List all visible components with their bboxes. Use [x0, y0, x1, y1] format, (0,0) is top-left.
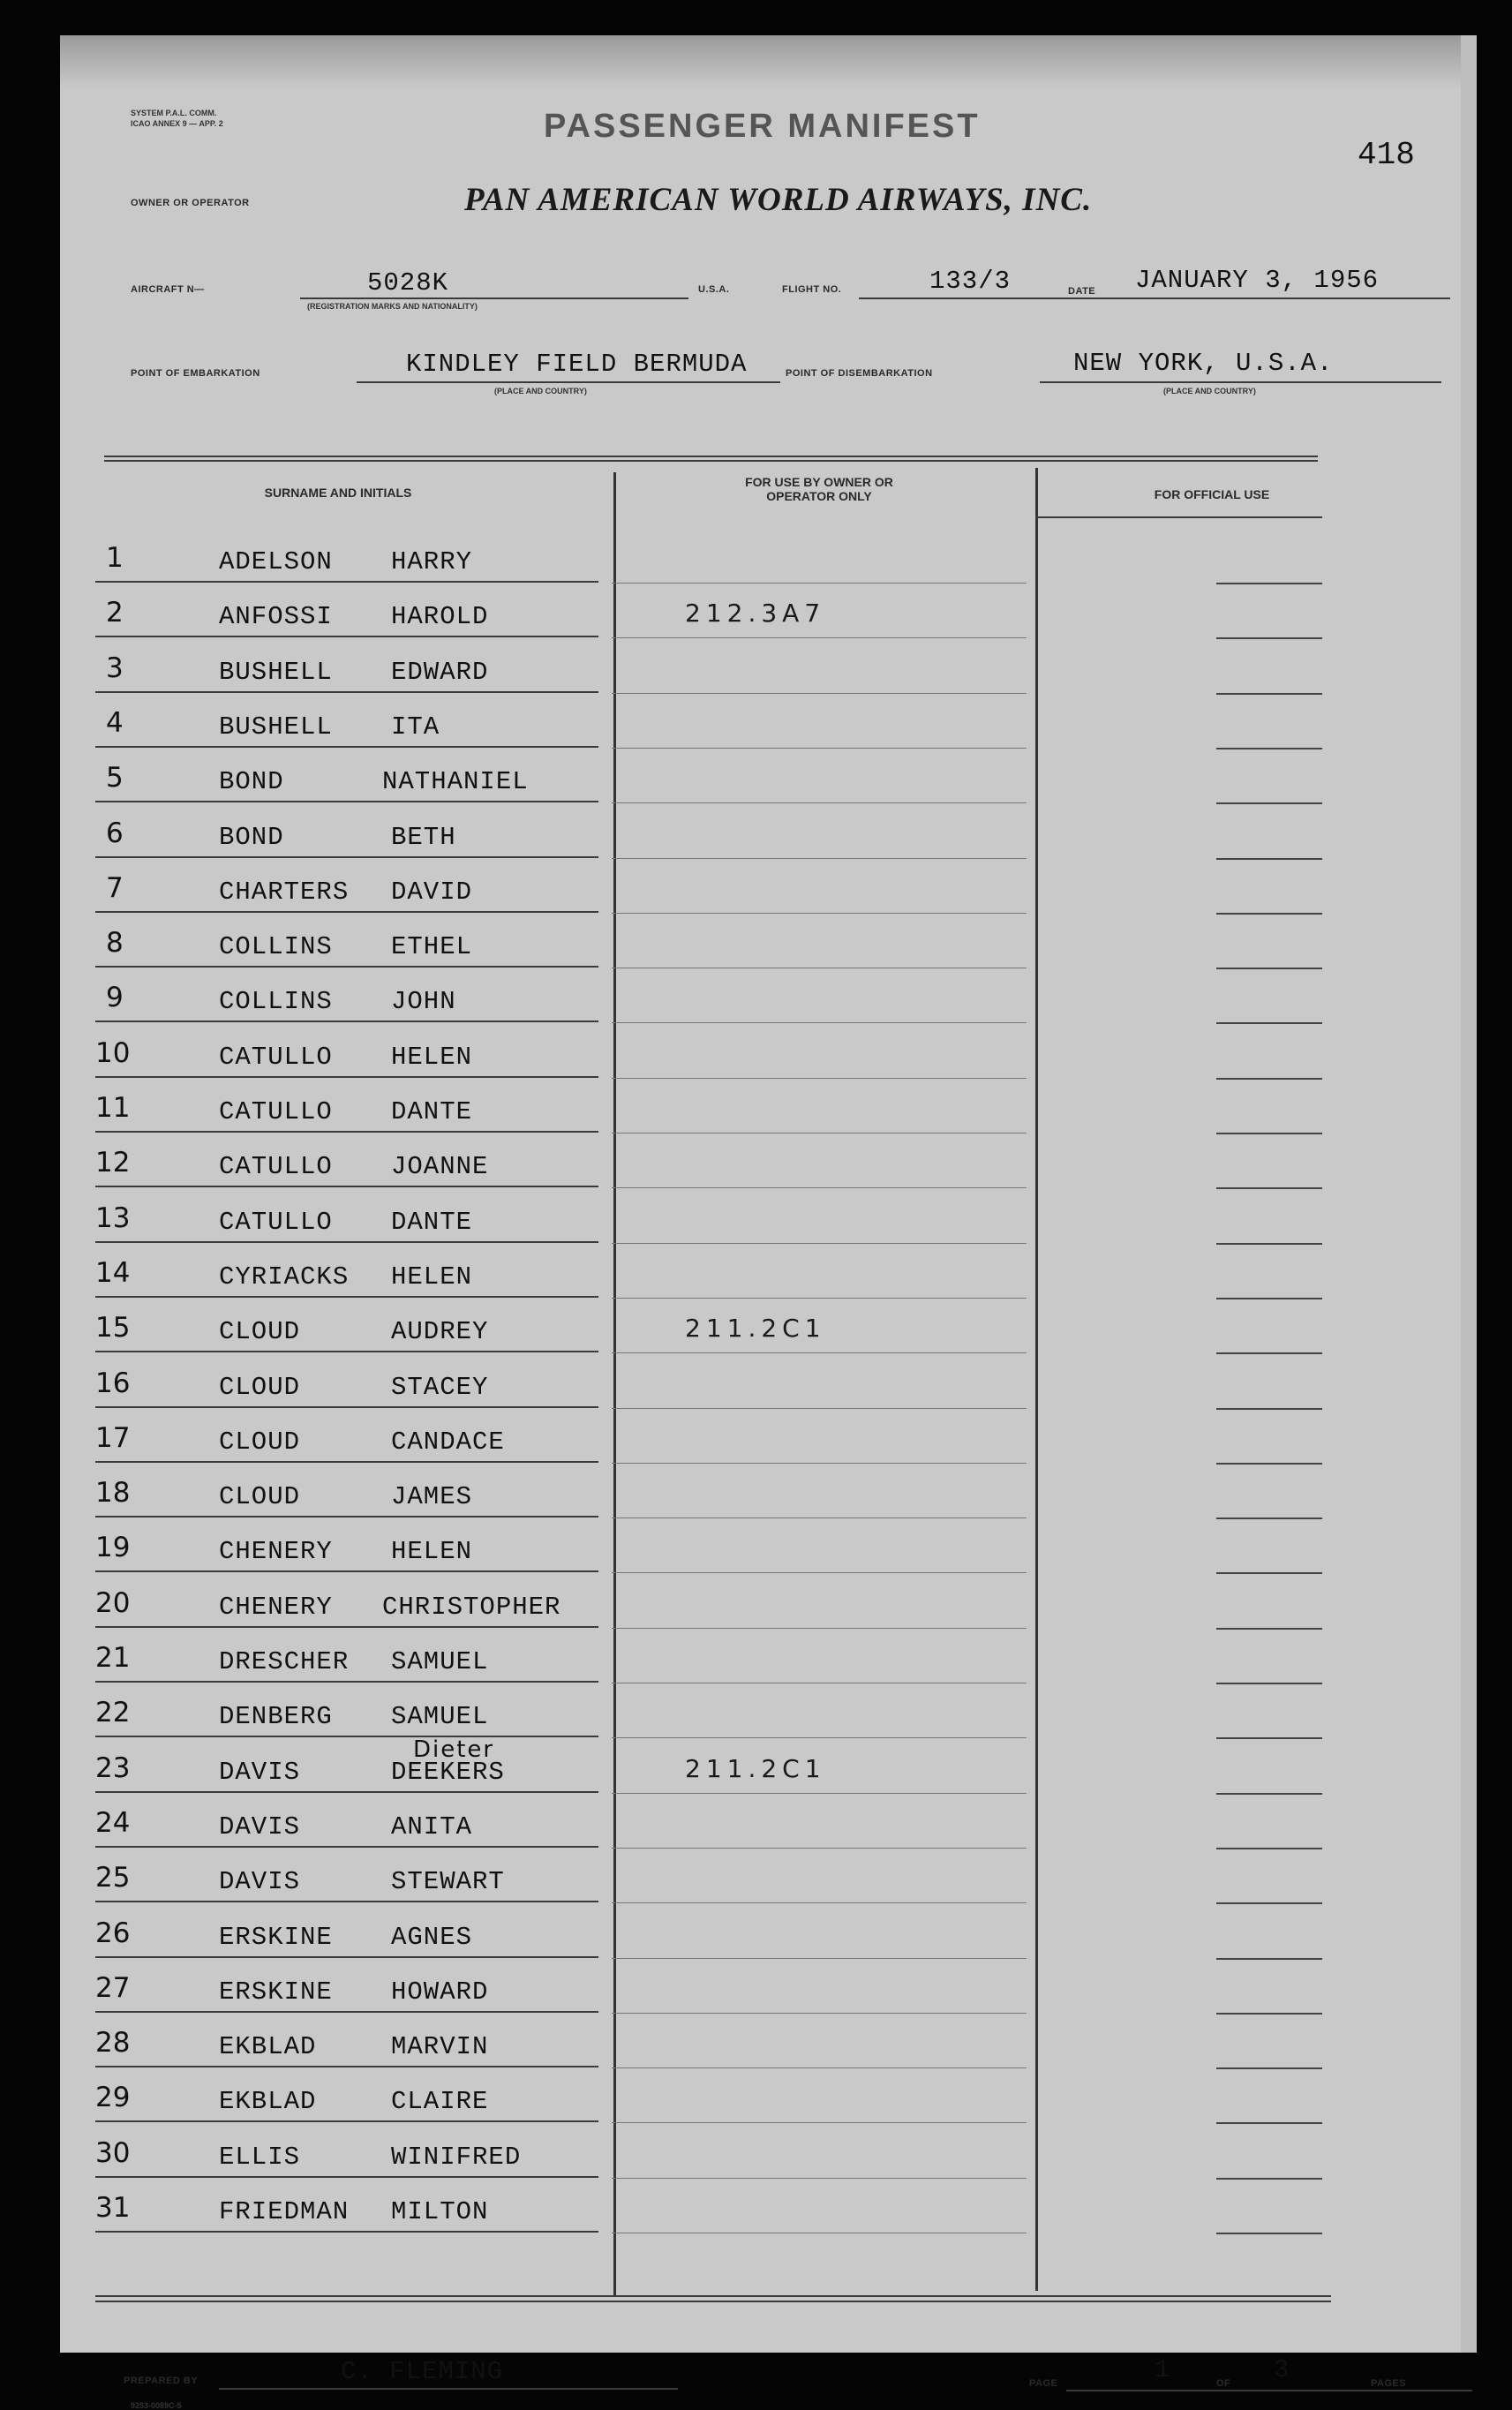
column-header-owner: FOR USE BY OWNER OR OPERATOR ONLY [745, 475, 893, 503]
passenger-given-name: HARRY [391, 547, 473, 576]
passenger-given-name: HELEN [391, 1537, 473, 1566]
passenger-surname: BOND [219, 823, 284, 852]
official-row-rule [1216, 2013, 1322, 2015]
document-title: PASSENGER MANIFEST [544, 108, 981, 145]
passenger-surname: CATULLO [219, 1043, 333, 1072]
official-row-rule [1216, 1737, 1322, 1739]
row-underline [95, 1570, 598, 1572]
date-label: DATE [1068, 286, 1096, 297]
owner-row-rule [612, 1572, 1027, 1573]
owner-row-rule [612, 1078, 1027, 1079]
passenger-surname: CHENERY [219, 1537, 333, 1566]
row-underline [95, 2231, 598, 2233]
total-pages: 3 [1274, 2355, 1290, 2384]
passenger-surname: DAVIS [219, 1867, 301, 1896]
page-label: PAGE [1029, 2378, 1058, 2389]
row-number: 16 [95, 1367, 131, 1399]
official-row-rule [1216, 1793, 1322, 1795]
owner-row-rule [612, 1352, 1027, 1353]
table-top-rule [104, 456, 1318, 457]
row-number: 20 [95, 1587, 131, 1619]
passenger-surname: CATULLO [219, 1152, 333, 1181]
passenger-given-name: DEEKERS [391, 1758, 505, 1787]
passenger-given-name: BETH [391, 823, 456, 852]
owner-row-rule [612, 2178, 1027, 2179]
passenger-given-name: CLAIRE [391, 2087, 489, 2116]
passenger-surname: BUSHELL [219, 658, 333, 687]
passenger-surname: DAVIS [219, 1812, 301, 1841]
owner-row-rule [612, 1408, 1027, 1409]
row-number: 11 [95, 1092, 131, 1124]
passenger-given-name: HAROLD [391, 602, 489, 631]
column-header-official: FOR OFFICIAL USE [1154, 487, 1270, 501]
official-row-rule [1216, 1078, 1322, 1080]
aircraft-label: AIRCRAFT N— [131, 284, 205, 295]
prepared-by-underline [219, 2388, 678, 2390]
passenger-given-name: JAMES [391, 1482, 473, 1511]
row-underline [95, 1076, 598, 1078]
embarkation-underline [357, 381, 780, 383]
official-row-rule [1216, 693, 1322, 695]
official-row-rule [1216, 1958, 1322, 1960]
usa-label: U.S.A. [698, 284, 730, 295]
passenger-surname: CLOUD [219, 1482, 301, 1511]
owner-note: 212.3A7 [685, 599, 826, 628]
table-bottom-rule-2 [95, 2301, 1331, 2302]
owner-row-rule [612, 913, 1027, 914]
passenger-surname: EKBLAD [219, 2032, 317, 2061]
embarkation-sublabel: (PLACE AND COUNTRY) [494, 387, 587, 395]
passenger-given-name: STACEY [391, 1373, 489, 1402]
page-top-edge [60, 35, 1477, 88]
row-underline [95, 1736, 598, 1737]
row-underline [95, 581, 598, 583]
passenger-given-name: SAMUEL [391, 1647, 489, 1676]
passenger-surname: CYRIACKS [219, 1262, 350, 1292]
column-divider-1 [613, 472, 616, 2295]
official-row-rule [1216, 2233, 1322, 2234]
owner-row-rule [612, 1628, 1027, 1629]
passenger-surname: COLLINS [219, 932, 333, 961]
row-underline [95, 911, 598, 913]
official-row-rule [1216, 583, 1322, 584]
row-number: 25 [95, 1862, 131, 1894]
official-row-rule [1216, 637, 1322, 639]
official-row-rule [1216, 1628, 1322, 1630]
passenger-given-name: DAVID [391, 877, 473, 907]
official-row-rule [1216, 1133, 1322, 1134]
disembarkation-sublabel: (PLACE AND COUNTRY) [1163, 387, 1256, 395]
row-number: 3 [106, 652, 124, 684]
official-row-rule [1216, 2067, 1322, 2069]
passenger-given-name: ITA [391, 712, 440, 742]
passenger-surname: CATULLO [219, 1097, 333, 1126]
row-number: 9 [106, 982, 124, 1013]
passenger-surname: DAVIS [219, 1758, 301, 1787]
passenger-surname: CHENERY [219, 1593, 333, 1622]
row-underline [95, 636, 598, 637]
owner-row-rule [612, 1737, 1027, 1738]
column-divider-2 [1035, 468, 1038, 2291]
passenger-given-name: EDWARD [391, 658, 489, 687]
passenger-surname: CLOUD [219, 1317, 301, 1346]
row-underline [95, 1846, 598, 1848]
of-label: OF [1216, 2378, 1231, 2389]
official-row-rule [1216, 1902, 1322, 1904]
official-row-rule [1216, 2178, 1322, 2180]
passenger-given-name: CHRISTOPHER [382, 1593, 561, 1622]
passenger-surname: ERSKINE [219, 1923, 333, 1952]
row-underline [95, 1681, 598, 1683]
row-number: 2 [106, 597, 124, 629]
date-underline [1110, 297, 1450, 299]
row-underline [95, 1626, 598, 1628]
row-underline [95, 2176, 598, 2178]
row-number: 8 [106, 927, 124, 959]
passenger-given-name: ANITA [391, 1812, 473, 1841]
passenger-surname: DENBERG [219, 1702, 333, 1731]
passenger-given-name: JOHN [391, 987, 456, 1016]
flight-label: FLIGHT NO. [782, 284, 842, 295]
table-bottom-rule [95, 2295, 1331, 2297]
owner-row-rule [612, 1793, 1027, 1794]
row-number: 30 [95, 2137, 131, 2169]
owner-row-rule [612, 858, 1027, 859]
prepared-by-label: PREPARED BY [124, 2376, 199, 2386]
owner-row-rule [612, 583, 1027, 584]
owner-row-rule [612, 802, 1027, 803]
official-row-rule [1216, 1298, 1322, 1299]
passenger-surname: CATULLO [219, 1208, 333, 1237]
passenger-surname: ELLIS [219, 2143, 301, 2172]
form-ref-line-1: SYSTEM P.A.L. COMM. [131, 109, 217, 117]
passenger-given-name: WINIFRED [391, 2143, 522, 2172]
row-underline [95, 966, 598, 968]
row-underline [95, 1296, 598, 1298]
row-number: 6 [106, 817, 124, 849]
passenger-given-name: STEWART [391, 1867, 505, 1896]
official-row-rule [1216, 968, 1322, 969]
row-underline [95, 746, 598, 748]
passenger-surname: FRIEDMAN [219, 2197, 350, 2226]
disembarkation-label: POINT OF DISEMBARKATION [786, 368, 933, 379]
passenger-given-name: AGNES [391, 1923, 473, 1952]
owner-row-rule [612, 2067, 1027, 2068]
page-underline [1066, 2390, 1472, 2391]
official-row-rule [1216, 802, 1322, 804]
row-number: 31 [95, 2192, 131, 2224]
passenger-surname: BOND [219, 767, 284, 796]
passenger-given-name: DANTE [391, 1208, 473, 1237]
row-number: 19 [95, 1532, 131, 1563]
official-row-rule [1216, 1352, 1322, 1354]
passenger-surname: ERSKINE [219, 1977, 333, 2007]
row-number: 5 [106, 762, 124, 794]
passenger-surname: CLOUD [219, 1427, 301, 1457]
disembarkation-value: NEW YORK, U.S.A. [1073, 349, 1334, 378]
pages-label: PAGES [1371, 2378, 1407, 2389]
passenger-given-name: HOWARD [391, 1977, 489, 2007]
official-row-rule [1216, 748, 1322, 749]
passenger-given-name: HELEN [391, 1043, 473, 1072]
official-row-rule [1216, 913, 1322, 915]
page-number: 1 [1155, 2355, 1171, 2384]
passenger-surname: DRESCHER [219, 1647, 350, 1676]
form-code: 9253-0089C-5 [131, 2401, 182, 2410]
flight-underline [859, 297, 1115, 299]
official-row-rule [1216, 1683, 1322, 1684]
row-number: 26 [95, 1917, 131, 1949]
passenger-surname: COLLINS [219, 987, 333, 1016]
owner-row-rule [612, 1463, 1027, 1464]
row-number: 7 [106, 872, 124, 904]
owner-note: 211.2C1 [685, 1314, 826, 1343]
row-number: 21 [95, 1642, 131, 1674]
official-row-rule [1216, 1408, 1322, 1410]
embarkation-label: POINT OF EMBARKATION [131, 368, 260, 379]
row-number: 1 [106, 542, 124, 574]
passenger-given-name: JOANNE [391, 1152, 489, 1181]
official-row-rule [1216, 858, 1322, 860]
official-row-rule [1216, 1243, 1322, 1245]
passenger-given-name: SAMUEL [391, 1702, 489, 1731]
official-row-rule [1216, 1518, 1322, 1519]
passenger-given-name: ETHEL [391, 932, 473, 961]
table-top-rule-2 [104, 460, 1318, 462]
passenger-given-name: DANTE [391, 1097, 473, 1126]
official-row-rule [1216, 1463, 1322, 1465]
row-number: 22 [95, 1697, 131, 1728]
row-number: 29 [95, 2082, 131, 2113]
passenger-surname: CLOUD [219, 1373, 301, 1402]
row-underline [95, 1406, 598, 1408]
handwritten-correction: Dieter [413, 1736, 495, 1763]
owner-row-rule [612, 1848, 1027, 1849]
row-underline [95, 1186, 598, 1187]
owner-row-rule [612, 1187, 1027, 1188]
passenger-given-name: AUDREY [391, 1317, 489, 1346]
official-row-rule [1216, 1022, 1322, 1024]
row-number: 15 [95, 1312, 131, 1344]
row-underline [95, 1956, 598, 1958]
prepared-by-value: C. FLEMING [341, 2357, 504, 2386]
passenger-surname: CHARTERS [219, 877, 350, 907]
row-number: 13 [95, 1202, 131, 1234]
row-number: 17 [95, 1422, 131, 1454]
row-underline [95, 2011, 598, 2013]
row-underline [95, 2120, 598, 2122]
row-number: 12 [95, 1147, 131, 1179]
page-stamp-number: 418 [1358, 137, 1415, 173]
embarkation-value: KINDLEY FIELD BERMUDA [406, 350, 748, 379]
passenger-surname: ADELSON [219, 547, 333, 576]
row-underline [95, 1241, 598, 1243]
row-underline [95, 1131, 598, 1133]
row-underline [95, 1351, 598, 1352]
passenger-given-name: CANDACE [391, 1427, 505, 1457]
aircraft-sublabel: (REGISTRATION MARKS AND NATIONALITY) [307, 302, 478, 311]
row-number: 23 [95, 1752, 131, 1784]
owner-row-rule [612, 1958, 1027, 1959]
official-row-rule [1216, 1187, 1322, 1189]
row-number: 24 [95, 1807, 131, 1839]
owner-row-rule [612, 2013, 1027, 2014]
row-underline [95, 801, 598, 802]
row-underline [95, 691, 598, 693]
owner-note: 211.2C1 [685, 1754, 826, 1783]
operator-name: PAN AMERICAN WORLD AIRWAYS, INC. [464, 182, 1093, 218]
owner-row-rule [612, 693, 1027, 694]
disembarkation-underline [1040, 381, 1441, 383]
row-number: 18 [95, 1477, 131, 1509]
row-underline [95, 1020, 598, 1022]
passenger-given-name: MILTON [391, 2197, 489, 2226]
owner-row-rule [612, 1022, 1027, 1023]
aircraft-underline [300, 297, 688, 299]
owner-row-rule [612, 2122, 1027, 2123]
official-row-rule [1216, 1572, 1322, 1574]
row-underline [95, 1461, 598, 1463]
row-number: 27 [95, 1972, 131, 2004]
owner-row-rule [612, 1243, 1027, 1244]
row-underline [95, 1901, 598, 1902]
form-reference [131, 108, 223, 129]
row-number: 10 [95, 1037, 131, 1069]
official-row-rule [1216, 2122, 1322, 2124]
row-underline [95, 856, 598, 858]
owner-row-rule [612, 637, 1027, 638]
passenger-given-name: NATHANIEL [382, 767, 529, 796]
row-underline [95, 1791, 598, 1793]
owner-row-rule [612, 1298, 1027, 1299]
official-row-rule [1216, 1848, 1322, 1849]
flight-value: 133/3 [929, 267, 1012, 296]
date-value: JANUARY 3, 1956 [1135, 266, 1380, 295]
page-right-edge [1461, 35, 1477, 2353]
manifest-page [60, 35, 1477, 2410]
passenger-surname: BUSHELL [219, 712, 333, 742]
passenger-given-name: HELEN [391, 1262, 473, 1292]
aircraft-value: 5028K [367, 268, 449, 297]
row-underline [95, 1516, 598, 1518]
column-header-surname: SURNAME AND INITIALS [264, 486, 412, 500]
official-header-rule [1035, 516, 1322, 518]
owner-label: OWNER OR OPERATOR [131, 198, 250, 208]
owner-row-rule [612, 1902, 1027, 1903]
row-underline [95, 2066, 598, 2067]
passenger-given-name: MARVIN [391, 2032, 489, 2061]
form-ref-line-2: ICAO ANNEX 9 — APP. 2 [131, 119, 223, 128]
passenger-surname: EKBLAD [219, 2087, 317, 2116]
row-number: 14 [95, 1257, 131, 1289]
row-number: 28 [95, 2027, 131, 2059]
passenger-surname: ANFOSSI [219, 602, 333, 631]
row-number: 4 [106, 707, 124, 739]
owner-row-rule [612, 748, 1027, 749]
